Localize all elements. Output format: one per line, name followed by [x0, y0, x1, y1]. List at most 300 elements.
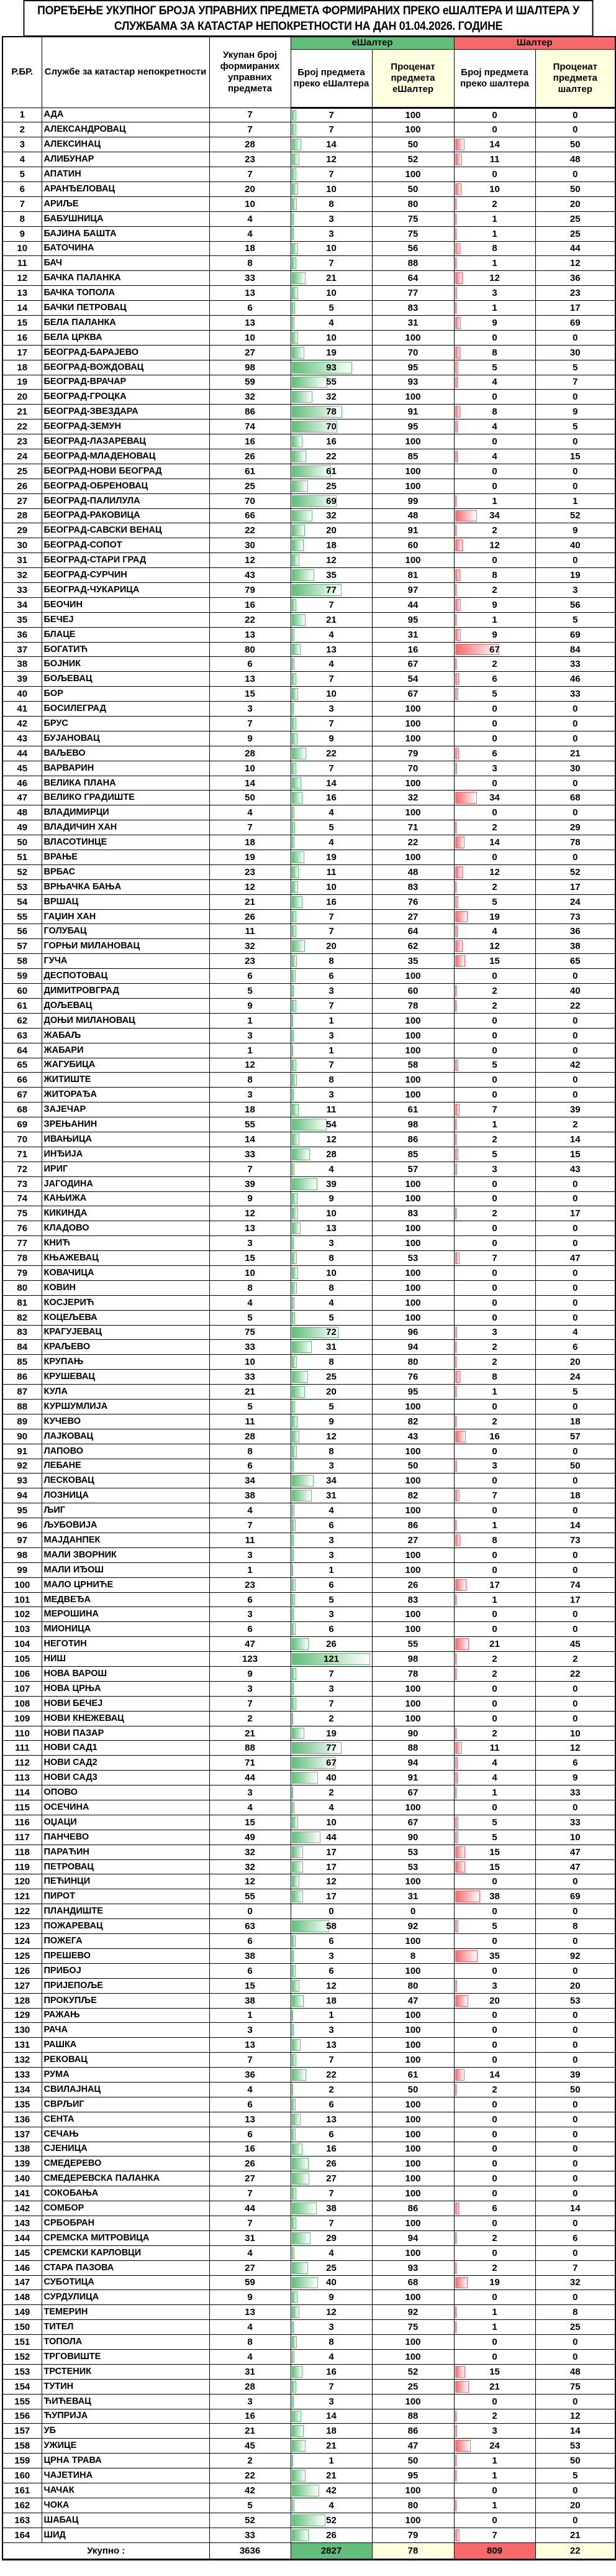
eshalter-pct: 52	[372, 2364, 454, 2379]
row-number: 57	[2, 939, 42, 954]
shalter-count	[454, 181, 535, 196]
eshalter-count-value: 7	[328, 124, 334, 135]
row-number: 17	[2, 345, 42, 360]
eshalter-databar	[292, 2277, 318, 2289]
eshalter-pct: 50	[372, 2454, 454, 2468]
totals-e-count: 2827	[291, 2542, 372, 2559]
eshalter-count	[291, 286, 372, 301]
eshalter-count-value: 14	[326, 139, 337, 150]
eshalter-pct: 100	[372, 2142, 454, 2157]
row-number: 2	[2, 122, 42, 137]
shalter-count	[454, 360, 535, 375]
office-name: ТИТЕЛ	[42, 2320, 209, 2335]
total-count: 7	[209, 2053, 291, 2068]
table-row	[2, 1444, 615, 1459]
shalter-count	[454, 1577, 535, 1592]
shalter-count-value: 0	[492, 2337, 497, 2348]
office-name: ОСЕЧИНА	[42, 1800, 209, 1815]
shalter-pct: 8	[535, 1919, 615, 1934]
table-row	[2, 1474, 615, 1488]
total-count: 6	[209, 657, 291, 672]
eshalter-count-value: 3	[328, 1030, 334, 1041]
shalter-count-value: 0	[492, 2040, 497, 2051]
total-count: 88	[209, 1741, 291, 1756]
total-count: 6	[209, 969, 291, 984]
eshalter-pct: 88	[372, 1741, 454, 1756]
shalter-count-value: 8	[492, 570, 497, 581]
table-row	[2, 2290, 615, 2305]
eshalter-databar	[292, 629, 294, 641]
office-name: БАЧКИ ПЕТРОВАЦ	[42, 301, 209, 316]
eshalter-count	[291, 1518, 372, 1533]
row-number: 131	[2, 2038, 42, 2053]
shalter-pct: 0	[535, 553, 615, 568]
row-number: 126	[2, 1963, 42, 1978]
shalter-count-value: 1	[492, 2470, 497, 2482]
shalter-databar	[455, 599, 461, 611]
eshalter-databar	[292, 2485, 319, 2496]
eshalter-count-value: 7	[328, 1698, 334, 1709]
row-number: 42	[2, 717, 42, 731]
shalter-count-value: 4	[492, 1758, 497, 1769]
shalter-count	[454, 1459, 535, 1474]
shalter-count	[454, 1607, 535, 1622]
eshalter-pct: 90	[372, 1726, 454, 1741]
shalter-count-value: 4	[492, 1772, 497, 1784]
eshalter-databar	[292, 2351, 294, 2363]
eshalter-count	[291, 1681, 372, 1696]
eshalter-count	[291, 1785, 372, 1800]
eshalter-pct: 55	[372, 1637, 454, 1652]
total-count: 3	[209, 2023, 291, 2038]
office-name: БЕОЧИН	[42, 597, 209, 612]
eshalter-count-value: 4	[328, 2247, 334, 2258]
shalter-databar	[455, 2277, 468, 2289]
office-name: БЕОГРАД-ВРАЧАР	[42, 375, 209, 390]
table-row	[2, 211, 615, 226]
eshalter-databar	[292, 1252, 297, 1264]
shalter-pct: 0	[535, 2513, 615, 2528]
eshalter-count-value: 22	[326, 748, 337, 759]
eshalter-count-value: 20	[326, 525, 337, 536]
shalter-databar	[455, 272, 463, 284]
shalter-count	[454, 2394, 535, 2409]
shalter-count	[454, 1919, 535, 1934]
eshalter-pct: 85	[372, 1147, 454, 1162]
eshalter-databar	[292, 451, 306, 462]
office-name: ИРИГ	[42, 1162, 209, 1176]
office-name: БЛАЦЕ	[42, 627, 209, 642]
total-count: 9	[209, 1191, 291, 1206]
shalter-pct: 33	[535, 657, 615, 672]
shalter-count	[454, 2275, 535, 2290]
shalter-count-value: 0	[492, 2351, 497, 2362]
shalter-count-value: 2	[492, 985, 497, 996]
table-row	[2, 717, 615, 731]
shalter-count-value: 0	[492, 1683, 497, 1694]
shalter-pct: 69	[535, 1889, 615, 1904]
total-count: 38	[209, 1948, 291, 1963]
shalter-count-value: 2	[492, 2262, 497, 2273]
shalter-count-value: 0	[492, 2217, 497, 2229]
total-count: 33	[209, 271, 291, 286]
totals-total: 3636	[209, 2542, 291, 2559]
shalter-pct: 17	[535, 879, 615, 894]
eshalter-count-value: 4	[328, 659, 334, 670]
eshalter-databar	[292, 1401, 295, 1413]
eshalter-pct: 100	[372, 2513, 454, 2528]
shalter-count-value: 2	[492, 1728, 497, 1739]
shalter-pct: 14	[535, 1518, 615, 1533]
shalter-pct: 30	[535, 345, 615, 360]
eshalter-databar	[292, 763, 296, 774]
row-number: 135	[2, 2097, 42, 2112]
office-name: КРАГУЈЕВАЦ	[42, 1325, 209, 1340]
eshalter-count-value: 7	[328, 2188, 334, 2199]
total-count: 38	[209, 1488, 291, 1503]
table-row	[2, 1592, 615, 1607]
shalter-count	[454, 1904, 535, 1919]
eshalter-count-value: 4	[328, 2351, 334, 2362]
row-number: 146	[2, 2260, 42, 2275]
total-count: 3	[209, 1681, 291, 1696]
shalter-pct: 0	[535, 2394, 615, 2409]
table-row	[2, 479, 615, 493]
shalter-count	[454, 2335, 535, 2350]
eshalter-count-value: 40	[326, 1772, 337, 1784]
shalter-pct: 0	[535, 1444, 615, 1459]
eshalter-count-value: 22	[326, 2070, 337, 2080]
eshalter-count	[291, 1637, 372, 1652]
shalter-count-value: 0	[492, 2099, 497, 2110]
eshalter-pct: 100	[372, 1295, 454, 1310]
shalter-count-value: 1	[492, 1387, 497, 1398]
shalter-pct: 0	[535, 1711, 615, 1726]
eshalter-count-value: 7	[328, 1000, 334, 1011]
eshalter-count	[291, 776, 372, 791]
eshalter-count	[291, 493, 372, 508]
office-name: ПРИБОЈ	[42, 1963, 209, 1978]
eshalter-count	[291, 1414, 372, 1429]
shalter-count	[454, 2290, 535, 2305]
eshalter-databar	[292, 272, 306, 284]
shalter-count-value: 1	[492, 1594, 497, 1605]
eshalter-databar	[292, 925, 296, 937]
eshalter-count-value: 3	[328, 1534, 334, 1546]
eshalter-databar	[292, 1683, 294, 1695]
table-row	[2, 2424, 615, 2439]
eshalter-count-value: 93	[326, 362, 337, 373]
shalter-count-value: 17	[489, 1579, 500, 1590]
eshalter-pct: 100	[372, 2483, 454, 2498]
shalter-pct: 0	[535, 1934, 615, 1949]
table-row	[2, 1310, 615, 1325]
office-name: НИШ	[42, 1652, 209, 1667]
eshalter-count-value: 8	[328, 198, 334, 209]
eshalter-count	[291, 375, 372, 390]
shalter-pct: 0	[535, 108, 615, 122]
shalter-pct: 14	[535, 1132, 615, 1147]
total-count: 47	[209, 1637, 291, 1652]
shalter-count	[454, 1948, 535, 1963]
shalter-databar	[455, 317, 461, 329]
row-number: 58	[2, 954, 42, 969]
eshalter-databar	[292, 539, 304, 551]
eshalter-databar	[292, 1356, 297, 1368]
shalter-count	[454, 1251, 535, 1266]
office-name: ЛАПОВО	[42, 1444, 209, 1459]
office-name: БЕОГРАД-СТАРИ ГРАД	[42, 553, 209, 568]
shalter-count	[454, 2068, 535, 2083]
shalter-count-value: 5	[492, 1817, 497, 1828]
shalter-pct: 0	[535, 2171, 615, 2186]
eshalter-count	[291, 2112, 372, 2127]
office-name: ВРБАС	[42, 864, 209, 879]
eshalter-databar	[292, 1163, 294, 1175]
eshalter-count	[291, 211, 372, 226]
shalter-databar	[455, 2455, 456, 2467]
row-number: 110	[2, 1726, 42, 1741]
shalter-count	[454, 1162, 535, 1176]
office-name: АЛИБУНАР	[42, 152, 209, 167]
office-name: АРАНЂЕЛОВАЦ	[42, 181, 209, 196]
eshalter-count	[291, 1815, 372, 1830]
shalter-databar	[455, 1252, 460, 1264]
total-count: 4	[209, 1295, 291, 1310]
shalter-pct: 0	[535, 1874, 615, 1889]
row-number: 75	[2, 1206, 42, 1221]
shalter-pct: 0	[535, 1474, 615, 1488]
shalter-count-value: 21	[489, 1639, 500, 1650]
shalter-databar	[455, 347, 460, 359]
row-number: 65	[2, 1058, 42, 1073]
totals-label: Укупно :	[2, 2542, 209, 2559]
eshalter-pct: 91	[372, 523, 454, 538]
eshalter-pct: 100	[372, 2245, 454, 2260]
eshalter-databar	[292, 658, 294, 670]
eshalter-databar	[292, 228, 294, 240]
shalter-count	[454, 820, 535, 835]
eshalter-count	[291, 1934, 372, 1949]
eshalter-databar	[292, 2188, 296, 2199]
row-number: 119	[2, 1859, 42, 1874]
shalter-pct: 52	[535, 864, 615, 879]
shalter-count	[454, 1176, 535, 1191]
shalter-count-value: 3	[492, 288, 497, 299]
eshalter-count	[291, 1771, 372, 1785]
office-name: НОВИ САД3	[42, 1771, 209, 1785]
eshalter-databar	[292, 1995, 304, 2007]
eshalter-count	[291, 434, 372, 449]
shalter-databar	[455, 985, 456, 997]
shalter-count	[454, 1592, 535, 1607]
table-row	[2, 2230, 615, 2245]
shalter-count	[454, 196, 535, 211]
eshalter-pct: 86	[372, 2424, 454, 2439]
shalter-pct: 0	[535, 1295, 615, 1310]
eshalter-count-value: 7	[328, 599, 334, 610]
eshalter-pct: 83	[372, 879, 454, 894]
shalter-count	[454, 1429, 535, 1444]
eshalter-databar	[292, 569, 314, 581]
eshalter-count	[291, 2424, 372, 2439]
total-count: 18	[209, 1102, 291, 1117]
eshalter-count-value: 8	[328, 2337, 334, 2348]
shalter-databar	[455, 1000, 456, 1012]
eshalter-pct: 32	[372, 791, 454, 805]
eshalter-pct: 31	[372, 315, 454, 330]
eshalter-count-value: 1	[328, 2010, 334, 2021]
table-row	[2, 2097, 615, 2112]
shalter-count	[454, 375, 535, 390]
eshalter-count	[291, 1310, 372, 1325]
eshalter-pct: 91	[372, 405, 454, 419]
eshalter-databar	[292, 748, 306, 759]
table-row	[2, 1355, 615, 1370]
eshalter-databar	[292, 2455, 293, 2467]
eshalter-pct: 100	[372, 2112, 454, 2127]
table-row	[2, 2023, 615, 2038]
table-row	[2, 1904, 615, 1919]
row-number: 63	[2, 1028, 42, 1043]
row-number: 38	[2, 657, 42, 672]
eshalter-count	[291, 1280, 372, 1295]
shalter-count	[454, 1934, 535, 1949]
eshalter-count-value: 4	[328, 629, 334, 640]
shalter-pct: 0	[535, 702, 615, 717]
eshalter-count	[291, 1741, 372, 1756]
shalter-pct: 12	[535, 256, 615, 271]
table-row	[2, 375, 615, 390]
eshalter-count	[291, 1547, 372, 1562]
row-number: 158	[2, 2439, 42, 2454]
row-number: 22	[2, 419, 42, 434]
eshalter-pct: 100	[372, 2127, 454, 2142]
total-count: 31	[209, 2364, 291, 2379]
shalter-count	[454, 271, 535, 286]
total-count: 74	[209, 419, 291, 434]
shalter-count-value: 0	[492, 1075, 497, 1086]
office-name: ЧАЧАК	[42, 2483, 209, 2498]
shalter-count	[454, 122, 535, 137]
shalter-pct: 44	[535, 241, 615, 256]
row-number: 54	[2, 894, 42, 909]
eshalter-databar	[292, 1519, 296, 1531]
eshalter-count	[291, 1265, 372, 1280]
shalter-databar	[455, 1846, 465, 1858]
shalter-count-value: 12	[489, 273, 500, 284]
eshalter-databar	[292, 673, 296, 685]
office-name: МИОНИЦА	[42, 1622, 209, 1637]
shalter-pct: 68	[535, 791, 615, 805]
shalter-pct: 0	[535, 1800, 615, 1815]
shalter-count-value: 2	[492, 881, 497, 892]
office-name: БЕОГРАД-СУРЧИН	[42, 568, 209, 583]
office-name: БАБУШНИЦА	[42, 211, 209, 226]
eshalter-pct: 100	[372, 702, 454, 717]
shalter-count	[454, 2142, 535, 2157]
eshalter-pct: 79	[372, 2528, 454, 2542]
shalter-count-value: 5	[492, 362, 497, 373]
eshalter-pct: 100	[372, 1073, 454, 1088]
shalter-databar	[455, 213, 456, 225]
table-row	[2, 1251, 615, 1266]
eshalter-pct: 100	[372, 1503, 454, 1518]
eshalter-count-value: 13	[326, 1223, 337, 1234]
shalter-count-value: 12	[489, 866, 500, 878]
total-count: 33	[209, 1147, 291, 1162]
total-count: 6	[209, 1963, 291, 1978]
eshalter-count	[291, 1132, 372, 1147]
header-rbr: Р.БР.	[2, 37, 42, 108]
eshalter-count-value: 6	[328, 971, 334, 982]
total-count: 27	[209, 2260, 291, 2275]
eshalter-count-value: 32	[326, 392, 337, 403]
shalter-count-value: 1	[492, 258, 497, 269]
shalter-count	[454, 1280, 535, 1295]
shalter-count	[454, 1667, 535, 1682]
shalter-pct: 0	[535, 1963, 615, 1978]
table-row	[2, 1488, 615, 1503]
shalter-count-value: 2	[492, 659, 497, 670]
shalter-databar	[455, 1371, 460, 1383]
shalter-count	[454, 1756, 535, 1771]
total-count: 16	[209, 597, 291, 612]
eshalter-pct: 26	[372, 1577, 454, 1592]
eshalter-count-value: 7	[328, 763, 334, 774]
table-row	[2, 1370, 615, 1385]
total-count: 1	[209, 1043, 291, 1058]
table-row	[2, 301, 615, 316]
shalter-count	[454, 315, 535, 330]
row-number: 51	[2, 850, 42, 865]
eshalter-pct: 100	[372, 1191, 454, 1206]
shalter-pct: 25	[535, 226, 615, 241]
eshalter-count-value: 78	[326, 406, 337, 418]
eshalter-count-value: 7	[328, 911, 334, 922]
table-row	[2, 672, 615, 687]
total-count: 15	[209, 687, 291, 702]
eshalter-pct: 100	[372, 1607, 454, 1622]
office-name: КОЦЕЉЕВА	[42, 1310, 209, 1325]
table-row	[2, 791, 615, 805]
office-name: ВРАЊЕ	[42, 850, 209, 865]
shalter-pct: 0	[535, 1562, 615, 1577]
eshalter-count	[291, 2468, 372, 2483]
table-row	[2, 835, 615, 850]
eshalter-databar	[292, 1490, 312, 1501]
table-row	[2, 538, 615, 553]
row-number: 74	[2, 1191, 42, 1206]
eshalter-databar	[292, 1505, 294, 1516]
table-row	[2, 642, 615, 657]
office-name: ЗРЕЊАНИН	[42, 1117, 209, 1132]
table-row	[2, 2201, 615, 2216]
total-count: 21	[209, 1385, 291, 1400]
total-count: 14	[209, 1132, 291, 1147]
shalter-count-value: 14	[489, 139, 500, 150]
shalter-count-value: 0	[492, 1193, 497, 1204]
eshalter-pct: 100	[372, 1028, 454, 1043]
total-count: 7	[209, 1162, 291, 1176]
shalter-databar	[455, 377, 458, 388]
table-row	[2, 1934, 615, 1949]
shalter-databar	[455, 955, 465, 967]
eshalter-databar	[292, 1282, 297, 1294]
office-name: КИКИНДА	[42, 1206, 209, 1221]
shalter-count	[454, 493, 535, 508]
eshalter-databar	[292, 2514, 325, 2526]
